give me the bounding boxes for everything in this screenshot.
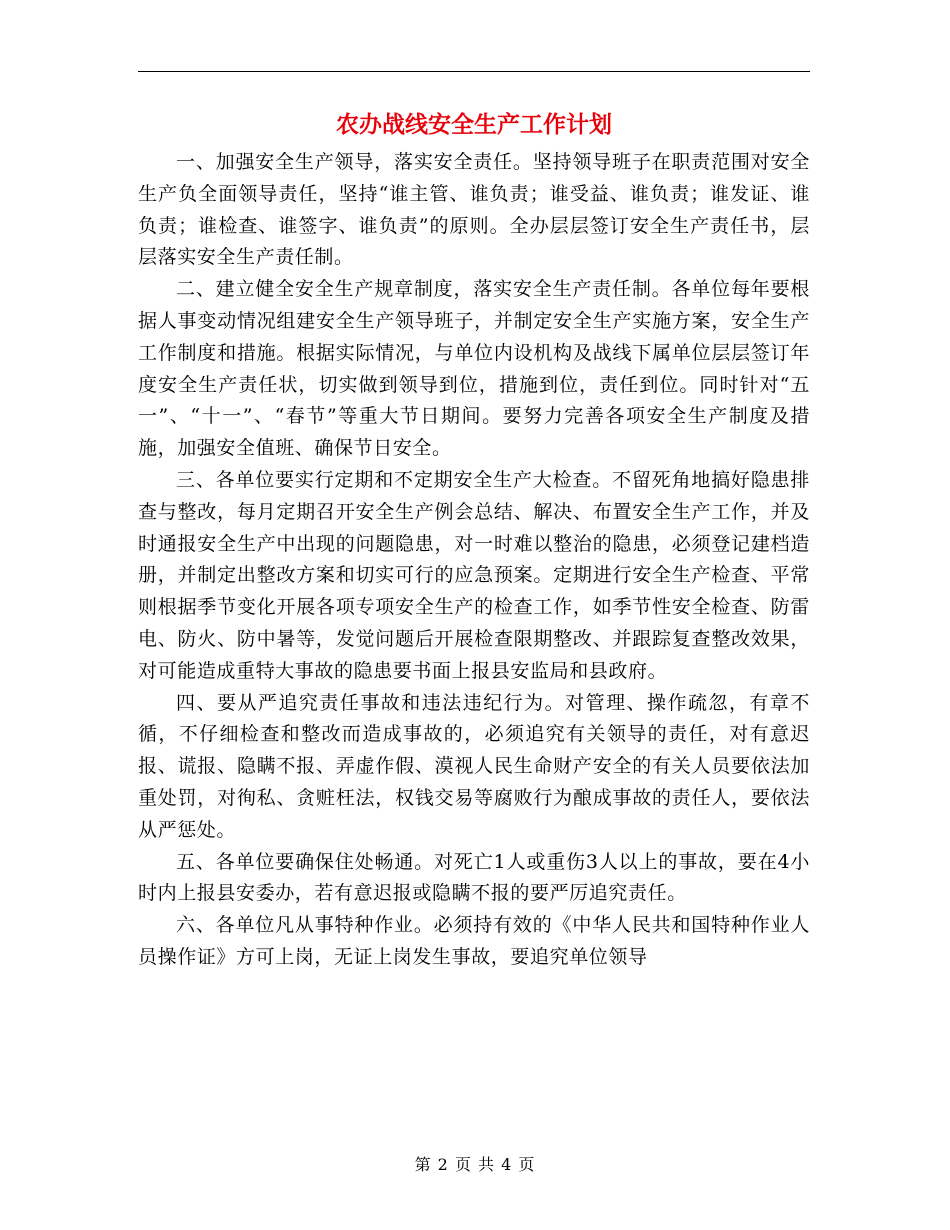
paragraph-1: 一、加强安全生产领导，落实安全责任。坚持领导班子在职责范围对安全生产负全面领导责任，坚持“谁主管、谁负责；谁受益、谁负责；谁发证、谁负责；谁检查、谁签字、谁负责”的原则。全办层层签订安全生产责任书，层层落实安全生产责任制。: [138, 151, 810, 269]
page-number: 第 2 页 共 4 页: [414, 1155, 536, 1174]
paragraph-3: 三、各单位要实行定期和不定期安全生产大检查。不留死角地搞好隐患排查与整改，每月定期召开安全生产例会总结、解决、布置安全生产工作，并及时通报安全生产中出现的问题隐患，对一时难以整治的隐患，必须登记建档造册，并制定出整改方案和切实可行的应急预案。定期进行安全生产检查、平常则根据季节变化开展各项专项安全生产的检查工作，如季节性安全检查、防雷电、防火、防中暑等，发觉问题后开展检查限期整改、并跟踪复查整改效果，对可能造成重特大事故的隐患要书面上报县安监局和县政府。: [138, 468, 810, 682]
header-rule: [138, 71, 810, 72]
paragraph-2: 二、建立健全安全生产规章制度，落实安全生产责任制。各单位每年要根据人事变动情况组建安全生产领导班子，并制定安全生产实施方案，安全生产工作制度和措施。根据实际情况，与单位内设机构及战线下属单位层层签订年度安全生产责任状，切实做到领导到位，措施到位，责任到位。同时针对“五一”、“十一”、“春节”等重大节日期间。要努力完善各项安全生产制度及措施，加强安全值班、确保节日安全。: [138, 278, 810, 460]
paragraph-4: 四、要从严追究责任事故和违法违纪行为。对管理、操作疏忽，有章不循，不仔细检查和整改而造成事故的，必须追究有关领导的责任，对有意迟报、谎报、隐瞒不报、弄虚作假、漠视人民生命财产安全的有关人员要依法加重处罚，对徇私、贪赃枉法，权钱交易等腐败行为酿成事故的责任人，要依法从严惩处。: [138, 691, 810, 841]
paragraph-6: 六、各单位凡从事特种作业。必须持有效的《中华人民共和国特种作业人员操作证》方可上岗，无证上岗发生事故，要追究单位领导: [138, 914, 810, 968]
paragraph-5: 五、各单位要确保住处畅通。对死亡1人或重伤3人以上的事故，要在4小时内上报县安委办，若有意迟报或隐瞒不报的要严厉追究责任。: [138, 850, 810, 905]
document-title: 农办战线安全生产工作计划: [336, 111, 612, 138]
document-body: [138, 147, 810, 974]
